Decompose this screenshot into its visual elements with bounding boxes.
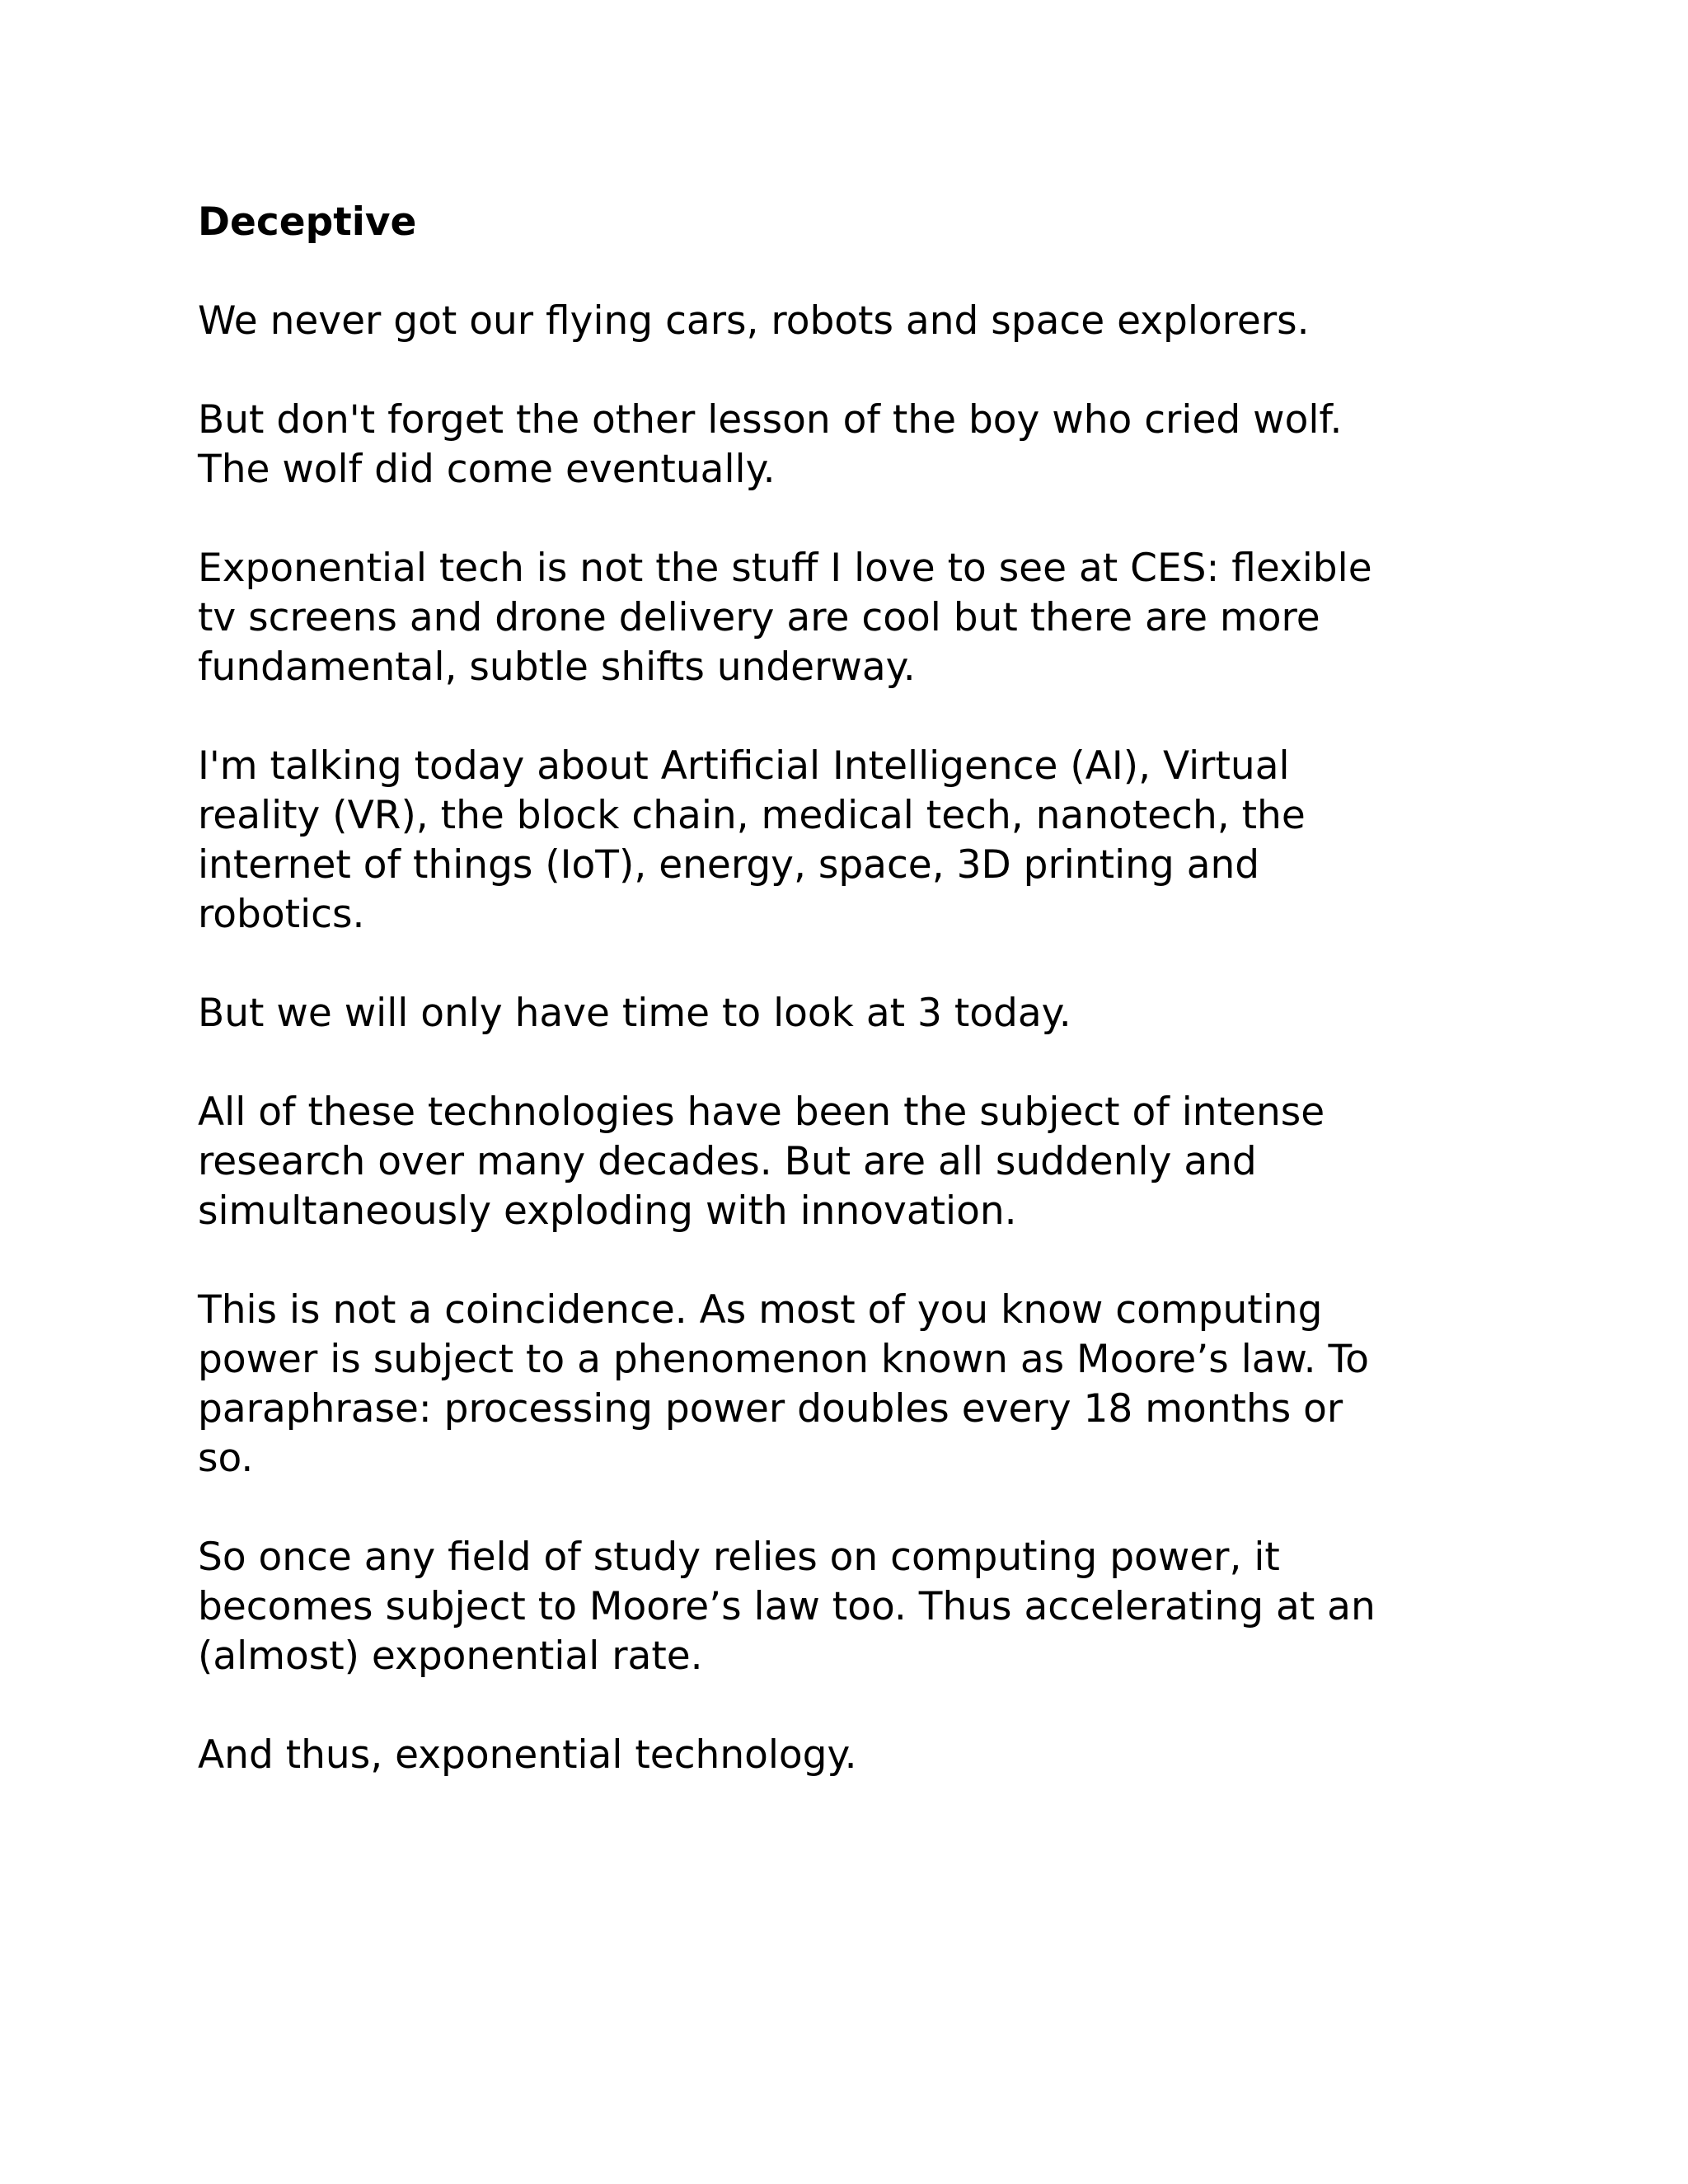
paragraph-line: tv screens and drone delivery are cool but there are more — [198, 595, 1320, 640]
paragraph-line: This is not a coincidence. As most of you know computing — [198, 1287, 1323, 1333]
paragraph-9 — [198, 1731, 1517, 1780]
paragraph-line: reality (VR), the block chain, medical tech, nanotech, the — [198, 793, 1306, 838]
paragraph-line: power is subject to a phenomenon known as Moore’s law. To — [198, 1337, 1370, 1382]
paragraph-line: I'm talking today about Artificial Intelligence (AI), Virtual — [198, 743, 1290, 789]
paragraph-line: All of these technologies have been the subject of intense — [198, 1090, 1325, 1135]
paragraph-line: So once any field of study relies on computing power, it — [198, 1535, 1280, 1580]
paragraph-1 — [198, 297, 1517, 346]
paragraph-line: becomes subject to Moore’s law too. Thus accelerating at an — [198, 1584, 1376, 1629]
paragraph-line: Exponential tech is not the stuff I love to see at CES: flexible — [198, 546, 1372, 591]
paragraph-2 — [198, 396, 1517, 494]
paragraph-line: so. — [198, 1436, 254, 1481]
paragraph-line: research over many decades. But are all suddenly and — [198, 1139, 1257, 1184]
paragraph-line: fundamental, subtle shifts underway. — [198, 644, 916, 690]
paragraph-line: paraphrase: processing power doubles every 18 months or — [198, 1386, 1343, 1432]
paragraph-line: We never got our flying cars, robots and space explorers. — [198, 298, 1310, 344]
paragraph-line: (almost) exponential rate. — [198, 1633, 703, 1679]
paragraph-5 — [198, 989, 1517, 1038]
paragraph-line: robotics. — [198, 892, 365, 937]
paragraph-line: internet of things (IoT), energy, space, 3D printing and — [198, 842, 1260, 888]
paragraph-3 — [198, 544, 1517, 692]
paragraph-4 — [198, 742, 1517, 940]
paragraph-line: But we will only have time to look at 3 today. — [198, 991, 1071, 1036]
paragraph-line: The wolf did come eventually. — [198, 447, 776, 492]
paragraph-line: And thus, exponential technology. — [198, 1732, 857, 1778]
paragraph-7 — [198, 1286, 1517, 1483]
paragraph-8 — [198, 1533, 1517, 1681]
document-title: Deceptive — [198, 199, 417, 245]
paragraph-6 — [198, 1088, 1517, 1236]
paragraph-line: simultaneously exploding with innovation. — [198, 1188, 1017, 1234]
paragraph-line: But don't forget the other lesson of the boy who cried wolf. — [198, 397, 1343, 443]
document-page — [198, 198, 1517, 1830]
